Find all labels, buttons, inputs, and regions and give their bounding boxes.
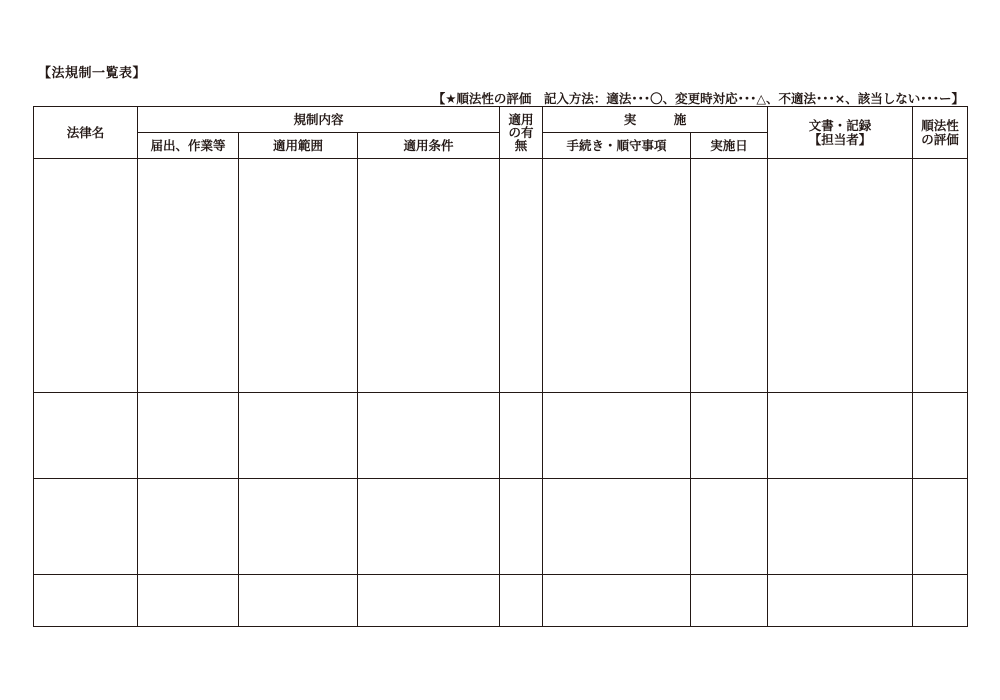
table-cell[interactable] — [691, 393, 768, 479]
evaluation-legend: 【★順法性の評価 記入方法：適法･･･〇、変更時対応･･･△、不適法･･･×、該当しない･･･ー】 — [432, 91, 964, 106]
table-cell[interactable] — [691, 159, 768, 393]
table-row — [34, 479, 968, 575]
table-cell[interactable] — [543, 159, 691, 393]
header-law-name: 法律名 — [34, 107, 138, 159]
header-scope: 適用範囲 — [239, 133, 358, 159]
table-cell[interactable] — [34, 575, 138, 627]
table-cell[interactable] — [34, 393, 138, 479]
table-cell[interactable] — [543, 393, 691, 479]
table-cell[interactable] — [768, 159, 913, 393]
table-cell[interactable] — [500, 479, 543, 575]
table-cell[interactable] — [500, 393, 543, 479]
document-title: 【法規制一覧表】 — [38, 66, 147, 81]
table-cell[interactable] — [239, 393, 358, 479]
header-compliance-evaluation: 順法性 の評価 — [913, 107, 968, 159]
header-notification: 届出、作業等 — [138, 133, 239, 159]
table-cell[interactable] — [768, 393, 913, 479]
header-documents: 文書・記録 【担当者】 — [768, 107, 913, 159]
table-cell[interactable] — [543, 575, 691, 627]
table-cell[interactable] — [239, 479, 358, 575]
table-cell[interactable] — [500, 159, 543, 393]
table-cell[interactable] — [138, 159, 239, 393]
table-cell[interactable] — [358, 575, 500, 627]
table-cell[interactable] — [543, 479, 691, 575]
header-procedures: 手続き・順守事項 — [543, 133, 691, 159]
table-cell[interactable] — [500, 575, 543, 627]
header-implementation: 実 施 — [543, 107, 768, 133]
table-cell[interactable] — [138, 393, 239, 479]
header-regulation-content: 規制内容 — [138, 107, 500, 133]
table-row — [34, 575, 968, 627]
table-cell[interactable] — [34, 159, 138, 393]
table-cell[interactable] — [358, 479, 500, 575]
table-row — [34, 393, 968, 479]
table-cell[interactable] — [138, 575, 239, 627]
header-conditions: 適用条件 — [358, 133, 500, 159]
table-cell[interactable] — [691, 479, 768, 575]
table-cell[interactable] — [34, 479, 138, 575]
table-cell[interactable] — [358, 159, 500, 393]
table-cell[interactable] — [138, 479, 239, 575]
table-cell[interactable] — [358, 393, 500, 479]
regulation-table — [33, 106, 968, 627]
table-cell[interactable] — [239, 575, 358, 627]
table-cell[interactable] — [913, 393, 968, 479]
table-cell[interactable] — [913, 479, 968, 575]
header-applicability: 適用 の有 無 — [500, 107, 543, 159]
table-cell[interactable] — [768, 479, 913, 575]
table-cell[interactable] — [913, 159, 968, 393]
table-row — [34, 159, 968, 393]
table-cell[interactable] — [239, 159, 358, 393]
table-cell[interactable] — [691, 575, 768, 627]
header-impl-date: 実施日 — [691, 133, 768, 159]
table-cell[interactable] — [913, 575, 968, 627]
table-cell[interactable] — [768, 575, 913, 627]
